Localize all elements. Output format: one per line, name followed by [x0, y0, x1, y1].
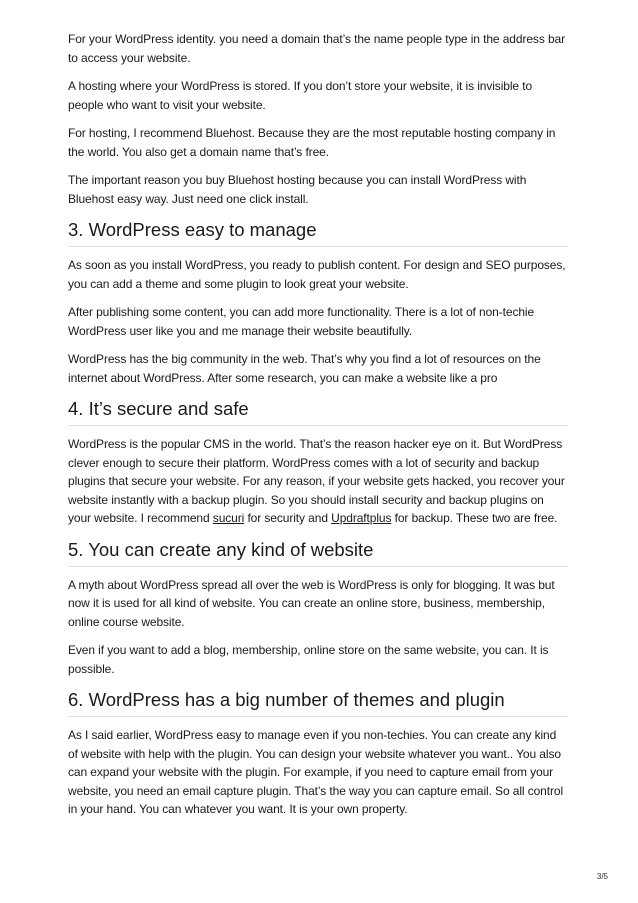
section3-paragraph-2: After publishing some content, you can add more functionality. There is a lot of non-techie WordPress user like you and me manage their website beautifully. [68, 305, 535, 338]
intro-paragraph-domain: For your WordPress identity. you need a domain that’s the name people type in the address bar to access your website. [68, 32, 565, 65]
page-number: 3/5 [596, 872, 608, 881]
intro-paragraph-bluehost: For hosting, I recommend Bluehost. Because they are the most reputable hosting company in the world. You also get a domain name that’s free. [68, 126, 556, 159]
section5-paragraph-1: A myth about WordPress spread all over the web is WordPress is only for blogging. It was but now it is used for all kind of website. You can create an online store, business, membership, online course website. [68, 577, 555, 629]
section4-paragraph-1 [68, 435, 568, 528]
intro-paragraph-hosting: A hosting where your WordPress is stored. If you don’t store your website, it is invisible to people who want to visit your website. [68, 79, 533, 112]
install-line-2: Bluehost easy way. Just need one click install. [68, 191, 309, 206]
section-heading-easy-to-manage: 3. WordPress easy to manage [68, 218, 568, 247]
section-heading-secure-safe: 4. It’s secure and safe [68, 397, 568, 426]
updraftplus-link[interactable]: Updraftplus [331, 511, 392, 525]
section-heading-themes-plugins: 6. WordPress has a big number of themes and plugin [68, 688, 568, 717]
section4-text-after: for backup. These two are free. [391, 511, 558, 525]
document-page [68, 30, 568, 829]
section-heading-any-website: 5. You can create any kind of website [68, 538, 568, 567]
section3-paragraph-1: As soon as you install WordPress, you ready to publish content. For design and SEO purposes, you can add a theme and some plugin to look great your website. [68, 258, 566, 291]
intro-paragraph-install [68, 171, 568, 208]
section4-text-middle: for security and [244, 511, 332, 525]
section6-paragraph-1: As I said earlier, WordPress easy to manage even if you non-techies. You can create any kind of website with help with the plugin. You can design your website whatever you want.. You also can expand your website with the plugin. For example, if you need to capture email from your website, you need an email capture plugin. That’s the way you can capture email. So all control in your hand. You can whatever you want. It is your own property. [68, 728, 564, 816]
install-line-1: The important reason you buy Bluehost hosting because you can install WordPress with [68, 173, 527, 187]
sucuri-link[interactable]: sucuri [212, 511, 245, 525]
section4-text-before: WordPress is the popular CMS in the world. That’s the reason hacker eye on it. But WordPress clever enough to secure their platform. WordPress comes with a lot of security and backup plugins that secure your website. For any reason, if your website gets hacked, you recover your website instantly with a backup plugin. So you should install security and backup plugins on your website. I recommend [68, 437, 565, 525]
section3-paragraph-3: WordPress has the big community in the web. That’s why you find a lot of resources on the internet about WordPress. After some research, you can make a website like a pro [68, 352, 541, 385]
section5-paragraph-2: Even if you want to add a blog, membership, online store on the same website, you can. It is possible. [68, 643, 549, 676]
